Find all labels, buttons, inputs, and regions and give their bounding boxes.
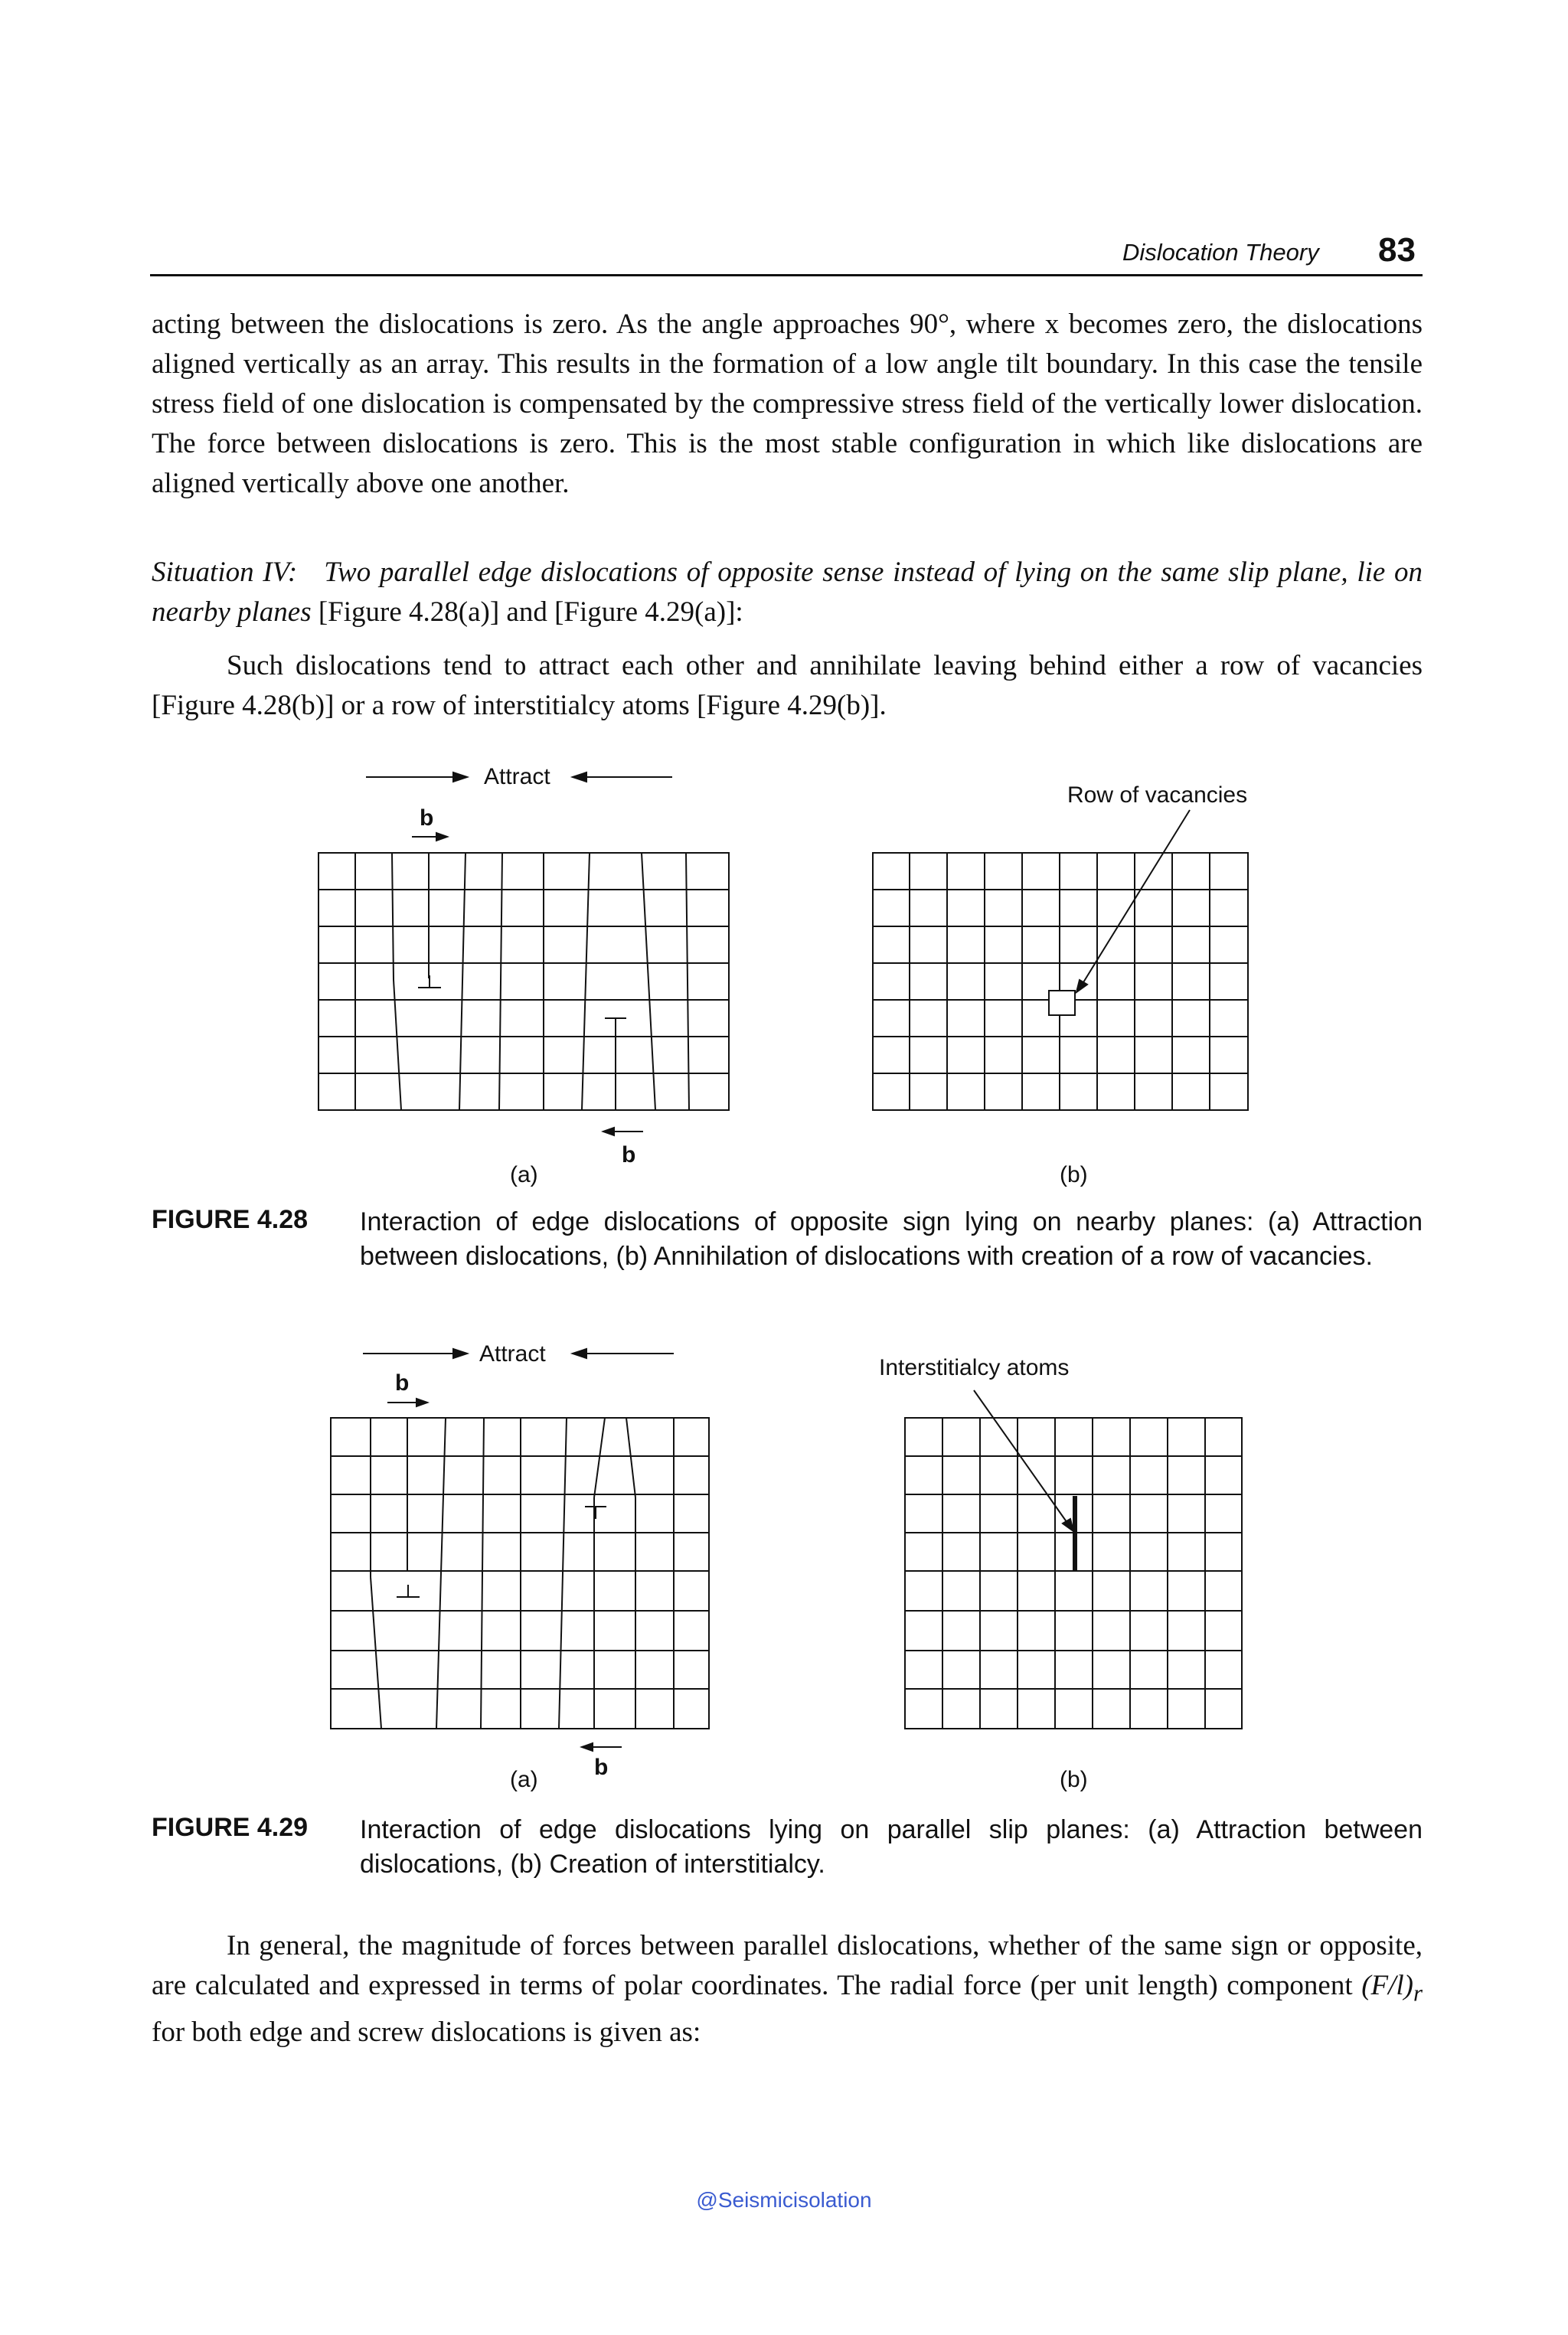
burgers-arrow-bottom-428 <box>603 1128 643 1135</box>
watermark: @Seismicisolation <box>696 2188 872 2212</box>
paragraph-2: Such dislocations tend to attract each other and annihilate leaving behind either a row of vacancies [Figure 4.28(b)] or a row of interstitialcy atoms [Figure 4.29(b)]. <box>152 650 1423 721</box>
dislocation-symbols-429 <box>397 1507 606 1597</box>
attract-label-428: Attract <box>484 764 550 789</box>
figure-4-29 <box>0 1332 1568 1807</box>
page-number: 83 <box>1378 231 1416 269</box>
radial-force-symbol: (F/l) <box>1361 1970 1413 2001</box>
interstitialcy-leader-arrow <box>974 1390 1073 1531</box>
running-header-title: Dislocation Theory <box>1122 239 1319 266</box>
paragraph-3-end: for both edge and screw dislocations is given as: <box>152 2017 701 2049</box>
radial-force-subscript: r <box>1413 1980 1423 2007</box>
sublabel-428b: (b) <box>1060 1162 1088 1187</box>
paragraph-continuation <box>152 305 1423 504</box>
sublabel-428a: (a) <box>510 1162 538 1187</box>
figure-4-28-caption-label: FIGURE 4.28 <box>152 1205 309 1234</box>
figure-4-29-caption-text: Interaction of edge dislocations lying on parallel slip planes: (a) Attraction between dislocations, (b) Creation of interstitialcy. <box>360 1815 1423 1879</box>
burgers-label-bottom-428: b <box>622 1142 636 1168</box>
paragraph-3 <box>152 1926 1423 2053</box>
paragraph-1: acting between the dislocations is zero. As the angle approaches 90°, where x becomes zero, the dislocations aligned vertically as an array. This results in the formation of a low angle tilt boundary. In this case the tensile stress field of one dislocation is compensated by the compressive stress field of the vertically lower dislocation. The force between dislocations is zero. This is the most stable configuration in which like dislocations are aligned vertically above one another. <box>152 309 1423 499</box>
situation-label: Situation IV: <box>152 557 298 588</box>
lattice-428a <box>318 853 729 1110</box>
situation-iv-paragraph <box>152 553 1423 632</box>
burgers-arrow-top-428 <box>412 833 447 841</box>
dislocation-symbols-428 <box>418 975 626 1030</box>
paragraph-3-block <box>152 1926 1423 2053</box>
attract-label-429: Attract <box>479 1341 546 1367</box>
sublabel-429b: (b) <box>1060 1767 1088 1792</box>
situation-refs: [Figure 4.28(a)] and [Figure 4.29(a)]: <box>318 596 743 628</box>
header-rule <box>150 274 1423 276</box>
burgers-arrow-top-429 <box>387 1399 427 1406</box>
lattice-429b <box>905 1418 1242 1729</box>
figure-4-29-drawing <box>0 1332 1568 1807</box>
lattice-429a <box>331 1418 709 1729</box>
row-of-vacancies-label: Row of vacancies <box>1067 782 1248 808</box>
burgers-label-bottom-429: b <box>594 1755 609 1780</box>
paragraph-3-text: In general, the magnitude of forces between parallel dislocations, whether of the same sign or opposite, are calculated and expressed in terms of polar coordinates. The radial force (per unit length) component <box>152 1930 1423 2001</box>
situation-iv <box>152 553 1423 632</box>
interstitialcy-atoms-label: Interstitialcy atoms <box>879 1355 1070 1380</box>
sublabel-429a: (a) <box>510 1767 538 1792</box>
vacancy-square <box>1049 991 1075 1015</box>
situation-text: Two parallel edge dislocations of opposite sense instead of lying on the same slip plane, lie on nearby planes <box>152 557 1423 628</box>
burgers-label-top-429: b <box>395 1370 410 1396</box>
paragraph-2-block <box>152 646 1423 726</box>
burgers-arrow-bottom-429 <box>582 1743 622 1751</box>
burgers-label-top-428: b <box>420 805 434 831</box>
figure-4-29-caption-label: FIGURE 4.29 <box>152 1813 309 1842</box>
figure-4-28-caption-text: Interaction of edge dislocations of opposite sign lying on nearby planes: (a) Attraction between dislocations, (b) Annihilation of dislocations with creation of a row of vacancies. <box>360 1207 1423 1271</box>
lattice-428b <box>873 853 1248 1110</box>
